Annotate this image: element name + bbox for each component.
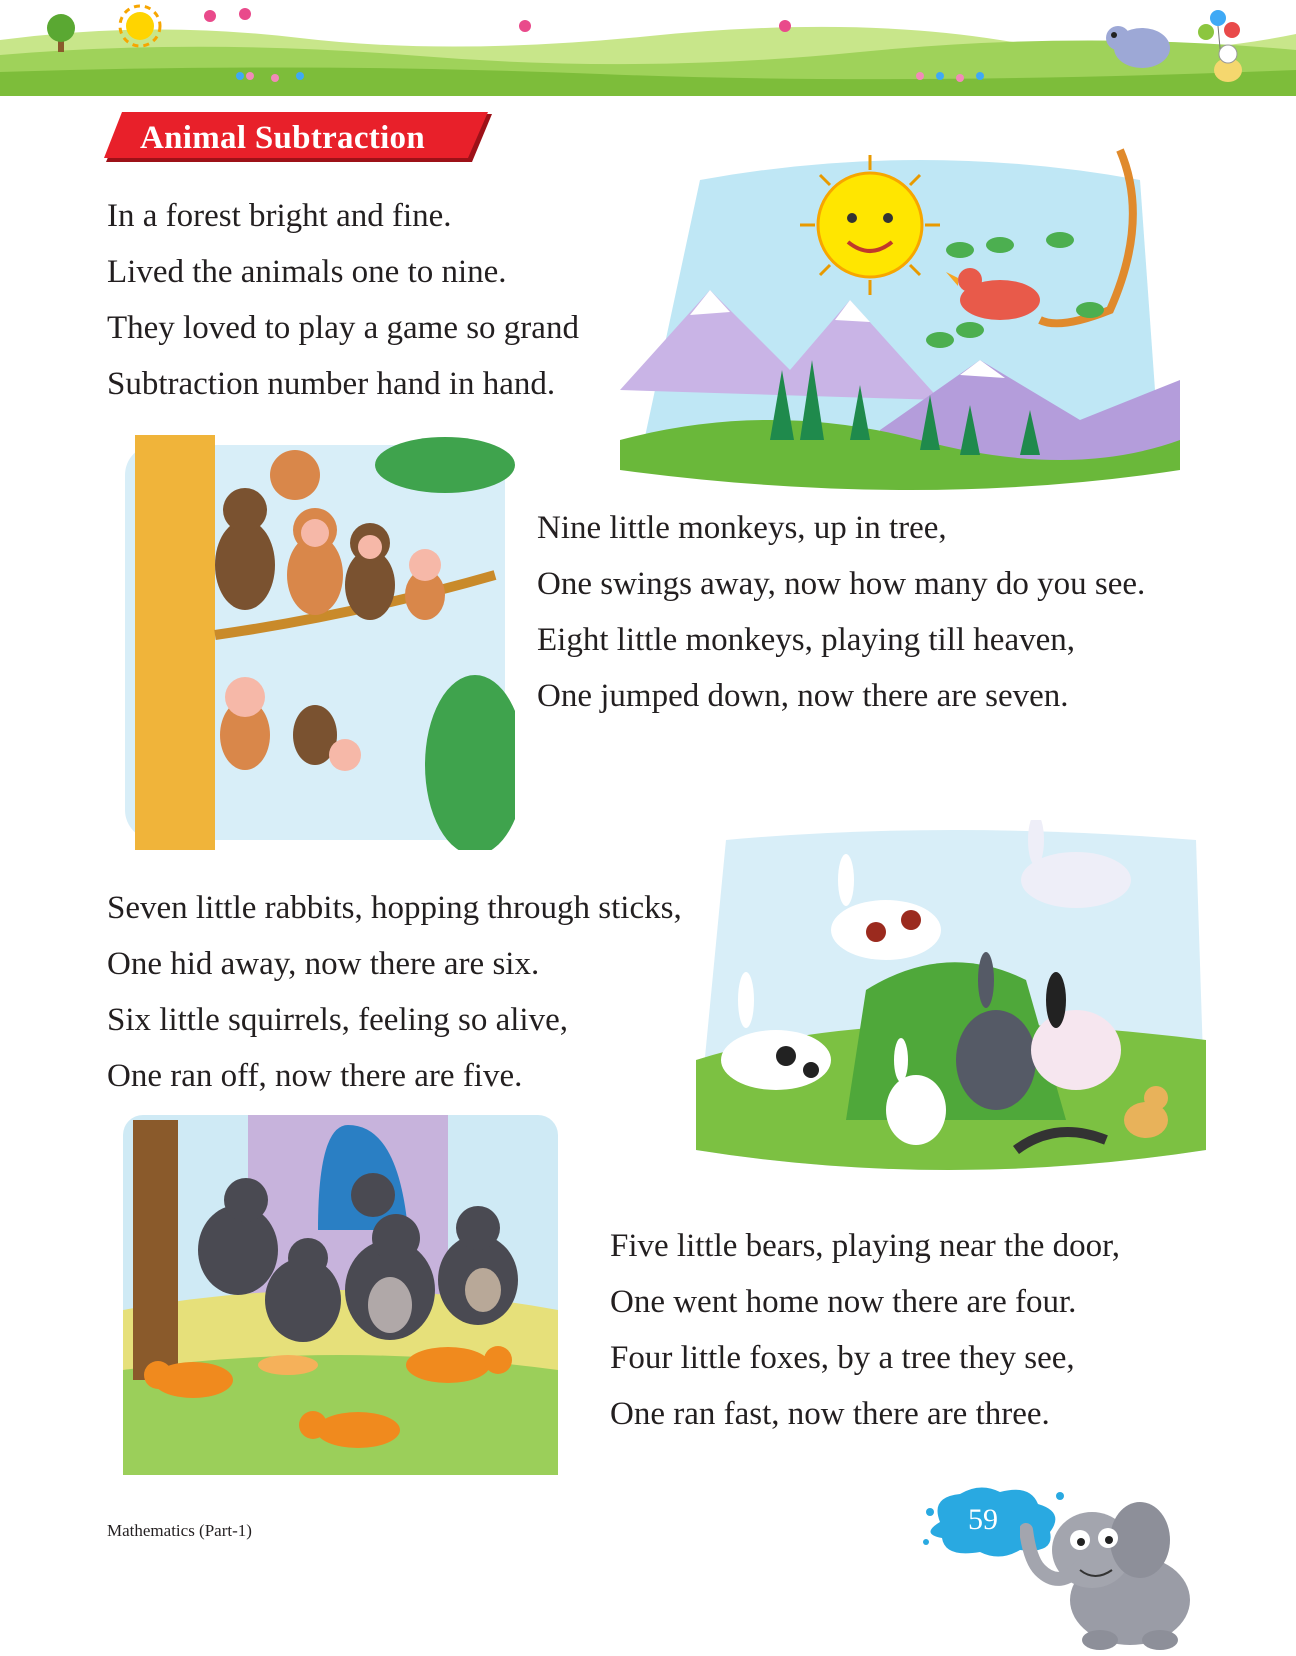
stanza-3 <box>107 880 682 1104</box>
poem-line: One went home now there are four. <box>610 1284 1077 1320</box>
poem-line: Subtraction number hand in hand. <box>107 366 556 402</box>
book-title-footer: Mathematics (Part-1) <box>107 1521 252 1540</box>
poem-line: Seven little rabbits, hopping through sticks, <box>107 890 682 926</box>
sun-mountain-illustration <box>620 140 1180 500</box>
stanza-2 <box>537 500 1145 724</box>
page-title: Animal Subtraction <box>140 120 426 156</box>
elephant-icon <box>1020 1470 1210 1656</box>
poem-line: Eight little monkeys, playing till heaven, <box>537 622 1075 658</box>
poem-line: In a forest bright and fine. <box>107 198 452 234</box>
poem-line: Four little foxes, by a tree they see, <box>610 1340 1075 1376</box>
poem-line: Lived the animals one to nine. <box>107 254 507 290</box>
poem-line: They loved to play a game so grand <box>107 310 579 346</box>
stanza-1 <box>107 188 579 412</box>
stanza-4 <box>610 1218 1120 1442</box>
poem-line: One swings away, now how many do you see. <box>537 566 1146 602</box>
poem-line: One ran fast, now there are three. <box>610 1396 1050 1432</box>
rabbits-illustration <box>686 820 1216 1190</box>
sun-icon <box>800 155 940 295</box>
bears-foxes-illustration <box>118 1110 563 1480</box>
page-number: 59 <box>968 1503 998 1536</box>
poem-line: Six little squirrels, feeling so alive, <box>107 1002 569 1038</box>
header-banner <box>0 0 1296 96</box>
poem-line: One ran off, now there are five. <box>107 1058 523 1094</box>
poem-line: One hid away, now there are six. <box>107 946 540 982</box>
poem-line: Five little bears, playing near the door, <box>610 1228 1121 1264</box>
poem-line: One jumped down, now there are seven. <box>537 678 1069 714</box>
monkeys-illustration <box>115 435 515 850</box>
poem-line: Nine little monkeys, up in tree, <box>537 510 947 546</box>
